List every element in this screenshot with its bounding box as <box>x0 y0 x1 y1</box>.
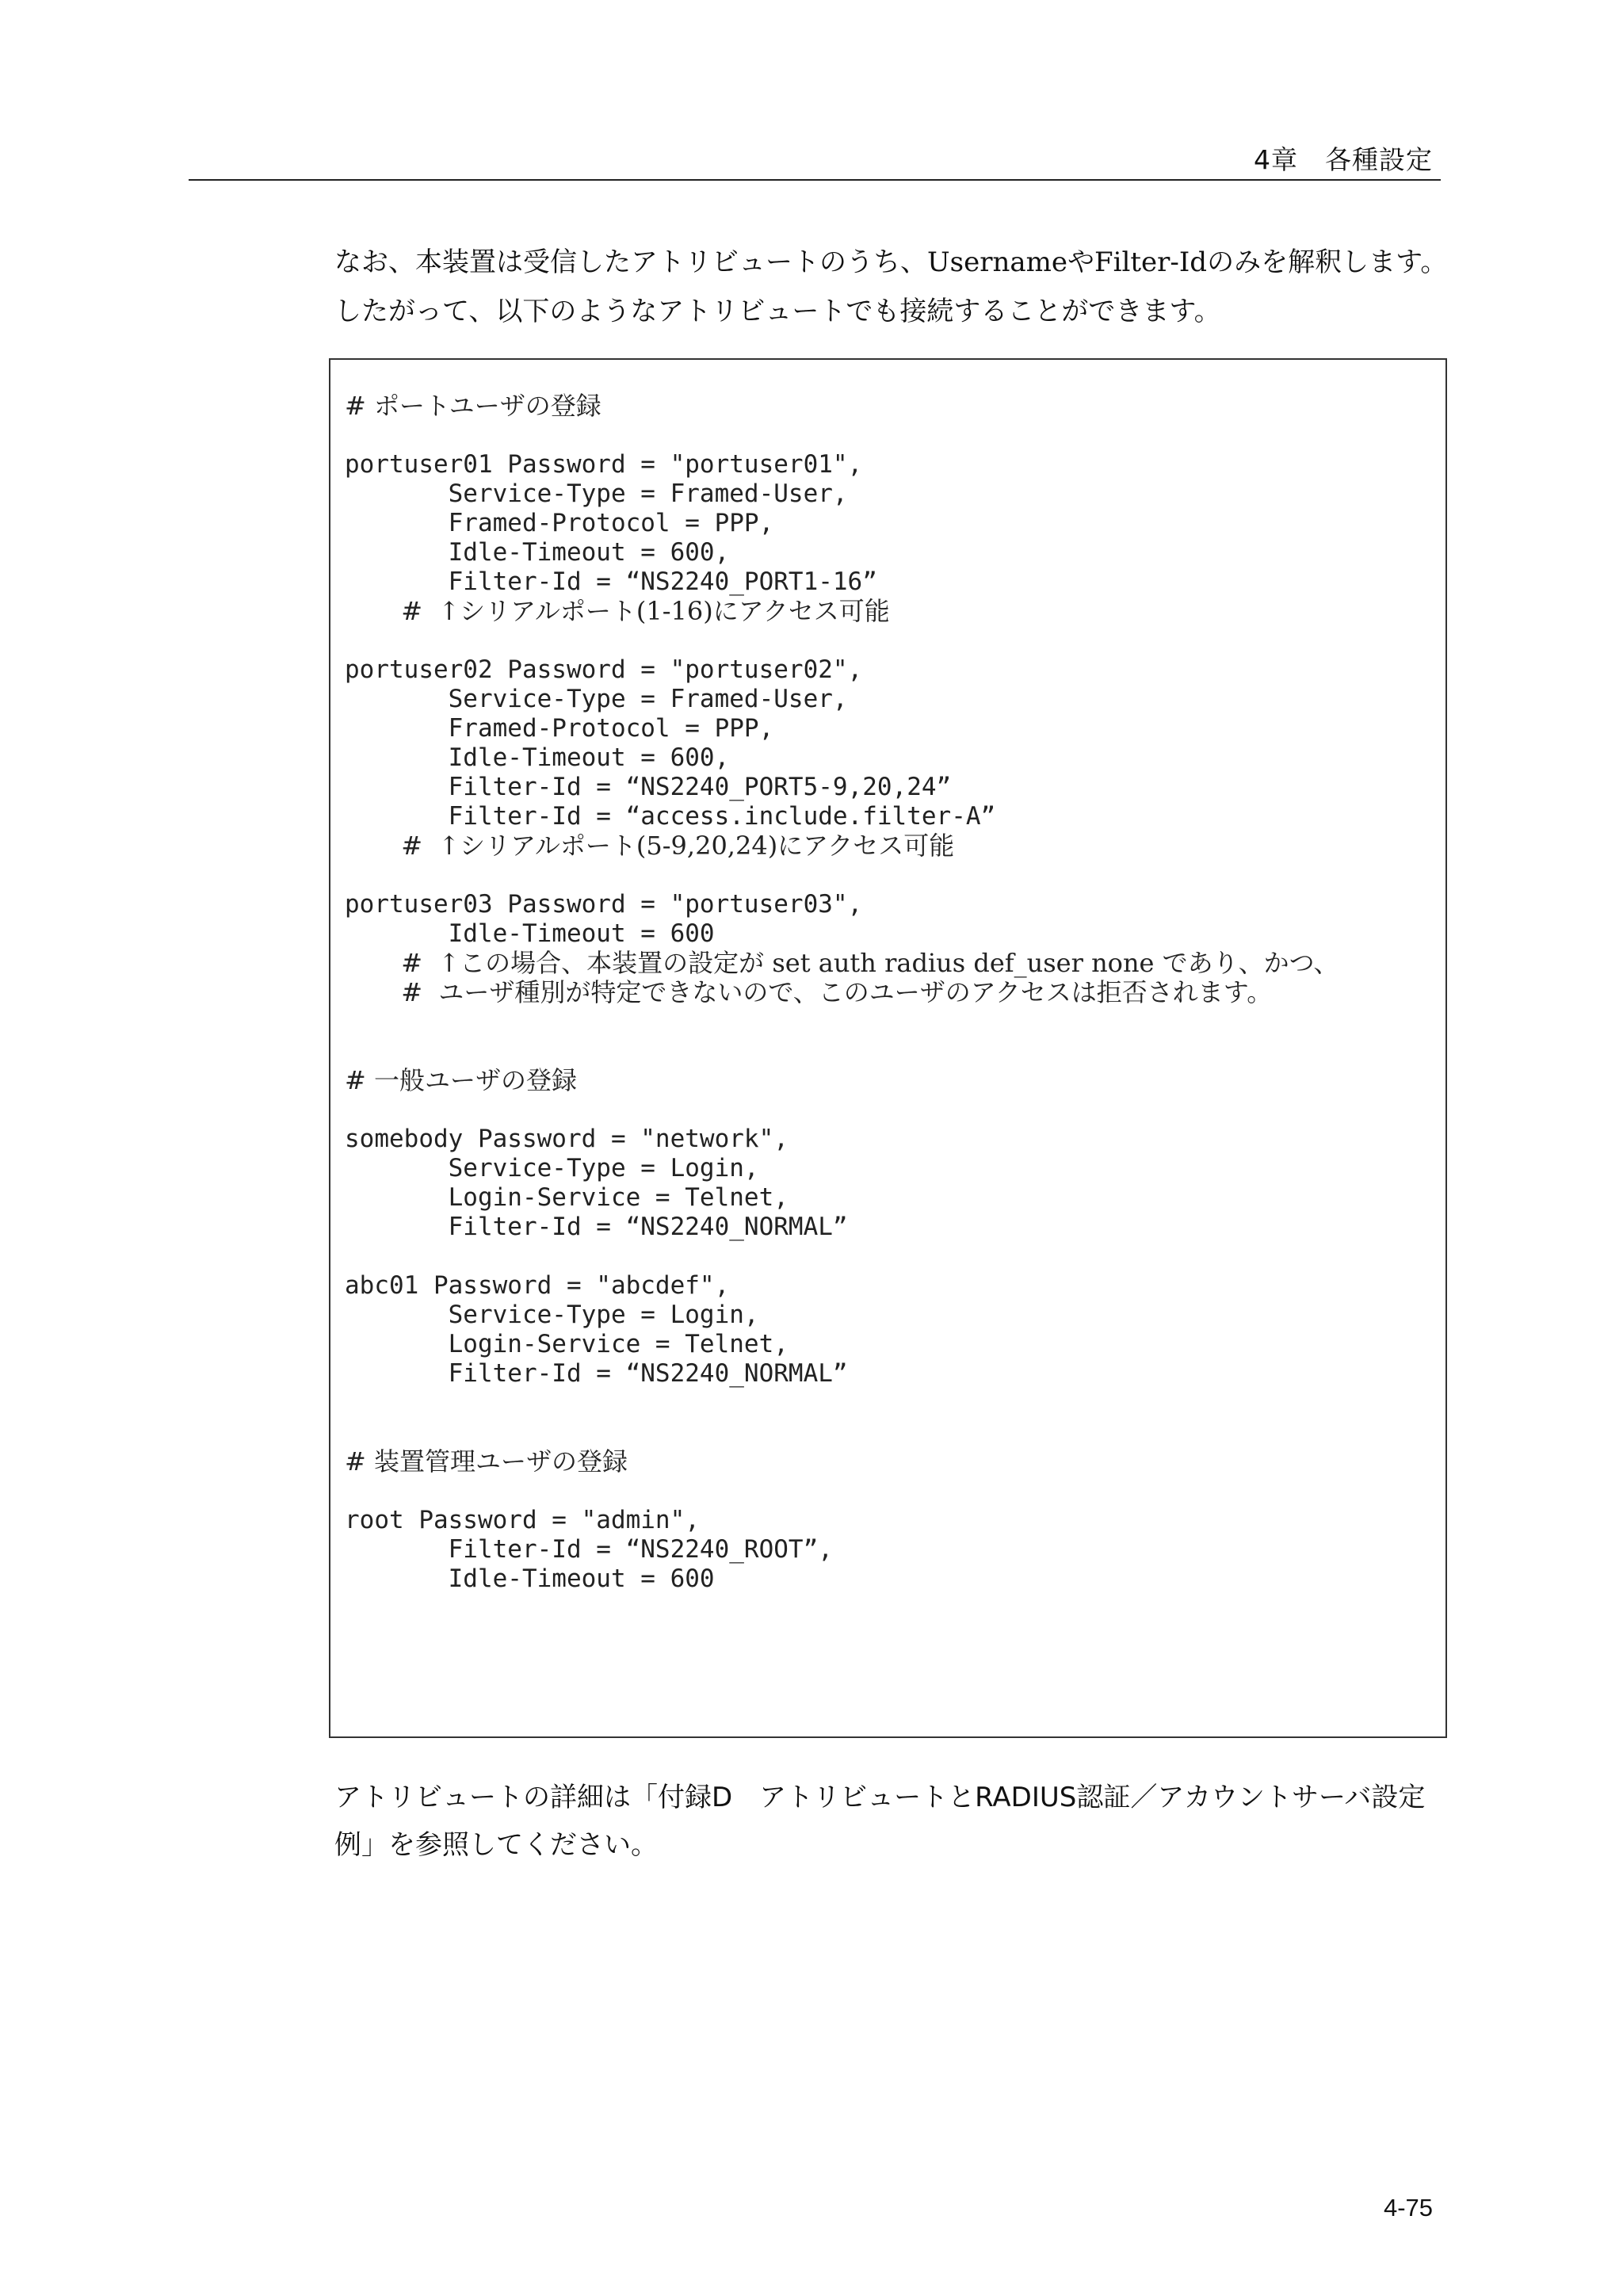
section-heading-normal-users: # 一般ユーザの登録 <box>345 1065 577 1095</box>
code-line: Filter-Id = “NS2240_PORT1-16” <box>345 567 877 596</box>
intro-line: したがって、以下のようなアトリビュートでも接続することができます。 <box>334 296 1221 327</box>
appendix-reference-cont: 例 <box>334 1829 361 1861</box>
code-line: Framed-Protocol = PPP, <box>345 714 774 743</box>
code-line: Login-Service = Telnet, <box>345 1183 789 1212</box>
code-line: somebody Password = "network", <box>345 1125 789 1153</box>
code-line: Framed-Protocol = PPP, <box>345 509 774 537</box>
code-line: portuser01 Password = "portuser01", <box>345 450 863 479</box>
code-line: Filter-Id = “access.include.filter-A” <box>345 802 996 831</box>
code-line: root Password = "admin", <box>345 1506 700 1534</box>
code-line: Filter-Id = “NS2240_ROOT”, <box>345 1535 833 1564</box>
code-line: Filter-Id = “NS2240_NORMAL” <box>345 1359 848 1388</box>
code-comment: # ↑シリアルポート(1-16)にアクセス可能 <box>345 596 890 626</box>
code-comment: # ユーザ種別が特定できないので、このユーザのアクセスは拒否されます。 <box>345 977 1273 1007</box>
appendix-reference: 付録D アトリビュートとRADIUS認証／アカウントサーバ設定 <box>658 1782 1426 1813</box>
code-line: Login-Service = Telnet, <box>345 1330 789 1358</box>
code-line: Filter-Id = “NS2240_NORMAL” <box>345 1213 848 1241</box>
code-line: Idle-Timeout = 600, <box>345 538 730 567</box>
code-line: portuser02 Password = "portuser02", <box>345 655 863 684</box>
intro-line: なお、本装置は受信したアトリビュートのうち、UsernameやFilter-Idのみを解釈します。 <box>334 246 1448 278</box>
page-number: 4-75 <box>1383 2194 1433 2222</box>
code-line: Service-Type = Login, <box>345 1301 759 1329</box>
code-line: Idle-Timeout = 600, <box>345 743 730 772</box>
code-comment: # ↑この場合、本装置の設定が set auth radius def_user none であり、かつ、 <box>345 948 1339 978</box>
section-heading-port-users: # ポートユーザの登録 <box>345 391 601 421</box>
reference-paragraph <box>334 1774 1444 1869</box>
config-code <box>345 392 1338 1594</box>
code-comment: # ↑シリアルポート(5-9,20,24)にアクセス可能 <box>345 831 955 861</box>
chapter-title: 4章 各種設定 <box>1254 144 1433 175</box>
reference-text: 」を参照してください。 <box>361 1829 658 1861</box>
code-line: abc01 Password = "abcdef", <box>345 1271 730 1300</box>
code-line: portuser03 Password = "portuser03", <box>345 890 863 919</box>
code-line: Filter-Id = “NS2240_PORT5-9,20,24” <box>345 773 952 801</box>
section-heading-admin-users: # 装置管理ユーザの登録 <box>345 1446 628 1477</box>
code-line: Idle-Timeout = 600 <box>345 919 715 948</box>
code-line: Service-Type = Login, <box>345 1154 759 1182</box>
reference-text: アトリビュートの詳細は「 <box>334 1782 658 1813</box>
code-line: Service-Type = Framed-User, <box>345 685 848 713</box>
code-line: Idle-Timeout = 600 <box>345 1564 715 1593</box>
page-header <box>189 136 1441 181</box>
code-line: Service-Type = Framed-User, <box>345 479 848 508</box>
intro-paragraph <box>334 238 1448 336</box>
config-example-box <box>329 358 1447 1738</box>
